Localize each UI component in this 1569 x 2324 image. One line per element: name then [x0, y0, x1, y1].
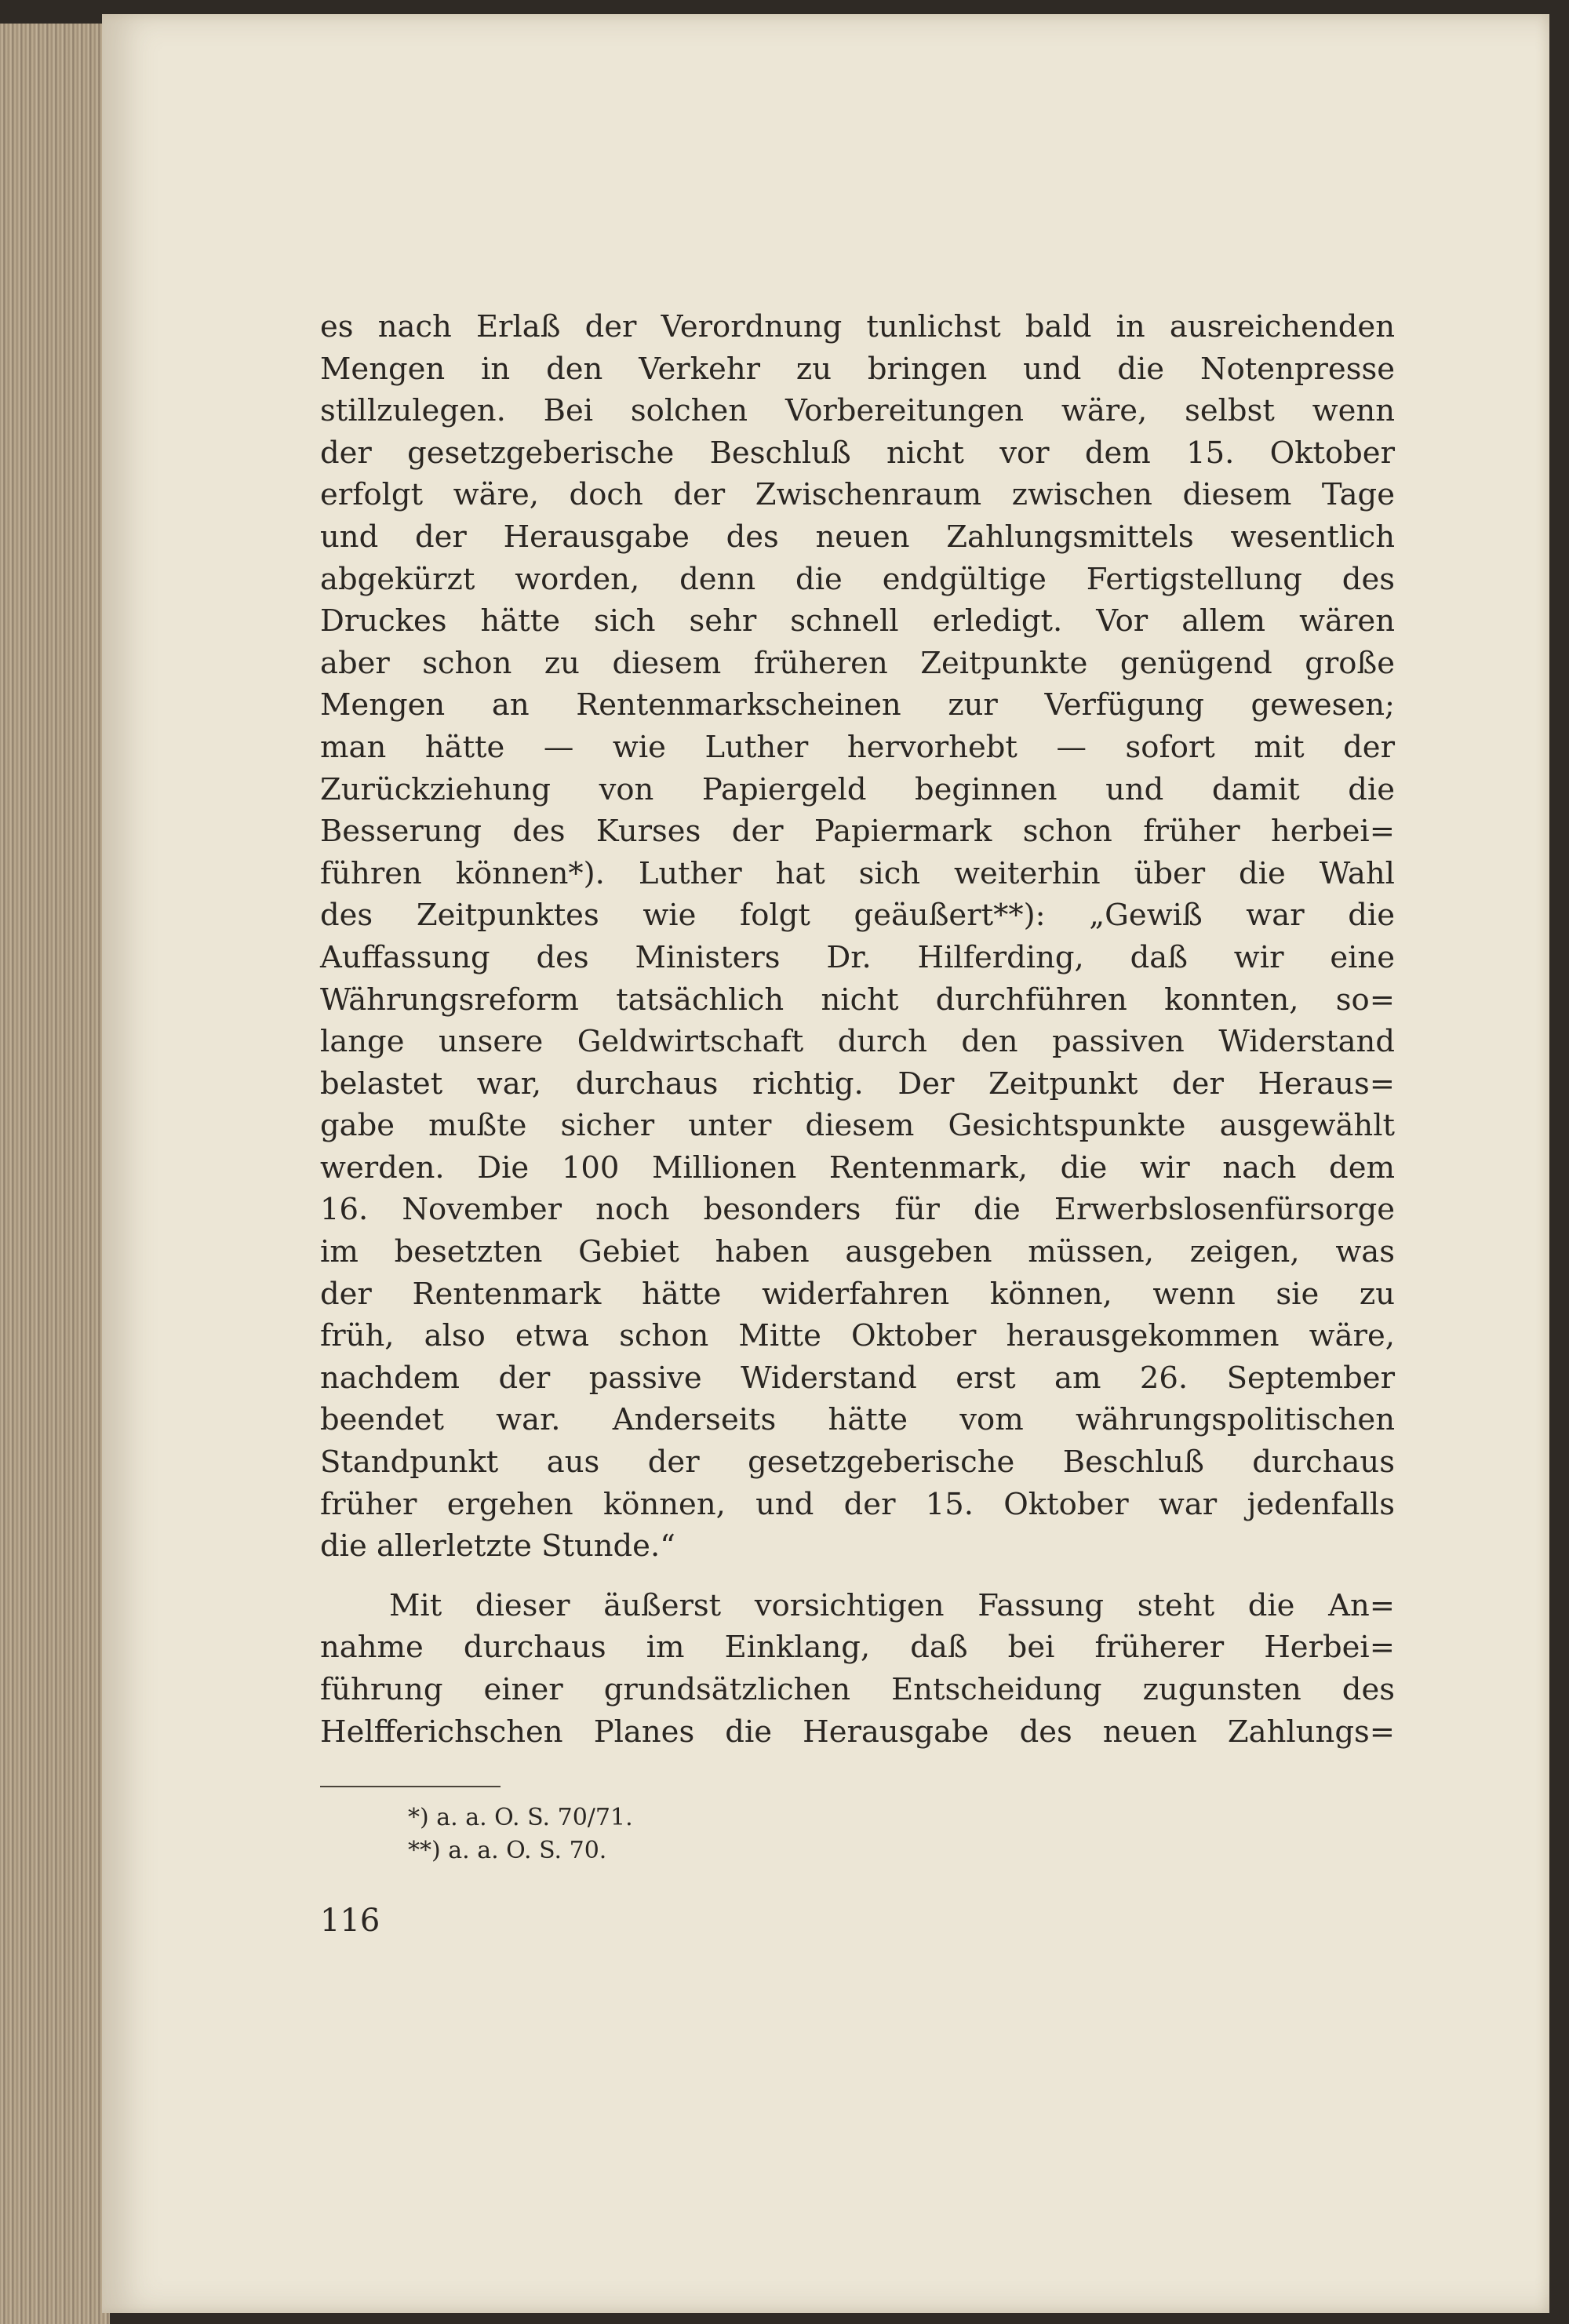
text-line: die allerletzte Stunde.“ [320, 1528, 675, 1565]
text-line: abgekürzt worden, denn die endgültige Fertigstellung des [320, 561, 1395, 597]
text-line: erfolgt wäre, doch der Zwischenraum zwischen diesem Tage [320, 477, 1395, 513]
text-line: der Rentenmark hätte widerfahren können, wenn sie zu [320, 1276, 1395, 1312]
text-line: Zurückziehung von Papiergeld beginnen und damit die [320, 771, 1395, 807]
text-line: Mengen an Rentenmarkscheinen zur Verfügung gewesen; [320, 687, 1395, 723]
book-page-edges [0, 24, 110, 2324]
text-line: Auffassung des Ministers Dr. Hilferding, daß wir eine [320, 939, 1395, 975]
text-line: Währungsreform tatsächlich nicht durchführen konnten, so= [320, 982, 1395, 1018]
text-line: früher ergehen können, und der 15. Oktober war jedenfalls [320, 1486, 1395, 1522]
paragraph-2 [320, 1585, 1395, 1753]
footnote-2: **) a. a. O. S. 70. [408, 1837, 607, 1864]
text-line: es nach Erlaß der Verordnung tunlichst bald in ausreichenden [320, 309, 1395, 344]
footnote-divider [320, 1786, 501, 1787]
text-line: lange unsere Geldwirtschaft durch den passiven Widerstand [320, 1024, 1395, 1060]
paragraph-spacer [320, 1568, 1395, 1585]
text-line: belastet war, durchaus richtig. Der Zeitpunkt der Heraus= [320, 1065, 1395, 1102]
text-line: der gesetzgeberische Beschluß nicht vor dem 15. Oktober [320, 435, 1395, 471]
text-line: Mengen in den Verkehr zu bringen und die Notenpresse [320, 351, 1395, 387]
text-line: man hätte — wie Luther hervorhebt — sofort mit der [320, 729, 1395, 765]
page-number: 116 [320, 1903, 380, 1939]
text-line: Mit dieser äußerst vorsichtigen Fassung steht die An= [389, 1587, 1395, 1623]
text-line: Standpunkt aus der gesetzgeberische Beschluß durchaus [320, 1444, 1395, 1481]
text-line: gabe mußte sicher unter diesem Gesichtspunkte ausgewählt [320, 1108, 1395, 1144]
text-line: führung einer grundsätzlichen Entscheidung zugunsten des [320, 1672, 1395, 1707]
text-line: führen können*). Luther hat sich weiterhin über die Wahl [320, 855, 1395, 891]
footnote-1: *) a. a. O. S. 70/71. [408, 1804, 633, 1831]
footnotes [408, 1801, 633, 1867]
body-text [320, 306, 1395, 1753]
text-line: im besetzten Gebiet haben ausgeben müssen, zeigen, was [320, 1234, 1395, 1270]
text-line: stillzulegen. Bei solchen Vorbereitungen wäre, selbst wenn [320, 393, 1395, 429]
paragraph-1 [320, 306, 1395, 1568]
text-line: aber schon zu diesem früheren Zeitpunkte genügend große [320, 645, 1395, 681]
text-line: nachdem der passive Widerstand erst am 26. September [320, 1360, 1395, 1396]
text-line: Besserung des Kurses der Papiermark schon früher herbei= [320, 814, 1395, 850]
text-line: Druckes hätte sich sehr schnell erledigt. Vor allem wären [320, 603, 1395, 639]
text-line: des Zeitpunktes wie folgt geäußert**): „Gewiß war die [320, 898, 1395, 934]
text-line: früh, also etwa schon Mitte Oktober herausgekommen wäre, [320, 1318, 1395, 1354]
text-line: beendet war. Anderseits hätte vom währungspolitischen [320, 1402, 1395, 1438]
text-line: nahme durchaus im Einklang, daß bei früherer Herbei= [320, 1630, 1395, 1666]
text-line: Helfferichschen Planes die Herausgabe des neuen Zahlungs= [320, 1714, 1395, 1750]
text-line: werden. Die 100 Millionen Rentenmark, die wir nach dem [320, 1149, 1395, 1186]
text-line: 16. November noch besonders für die Erwerbslosenfürsorge [320, 1192, 1395, 1228]
text-line: und der Herausgabe des neuen Zahlungsmittels wesentlich [320, 519, 1395, 555]
